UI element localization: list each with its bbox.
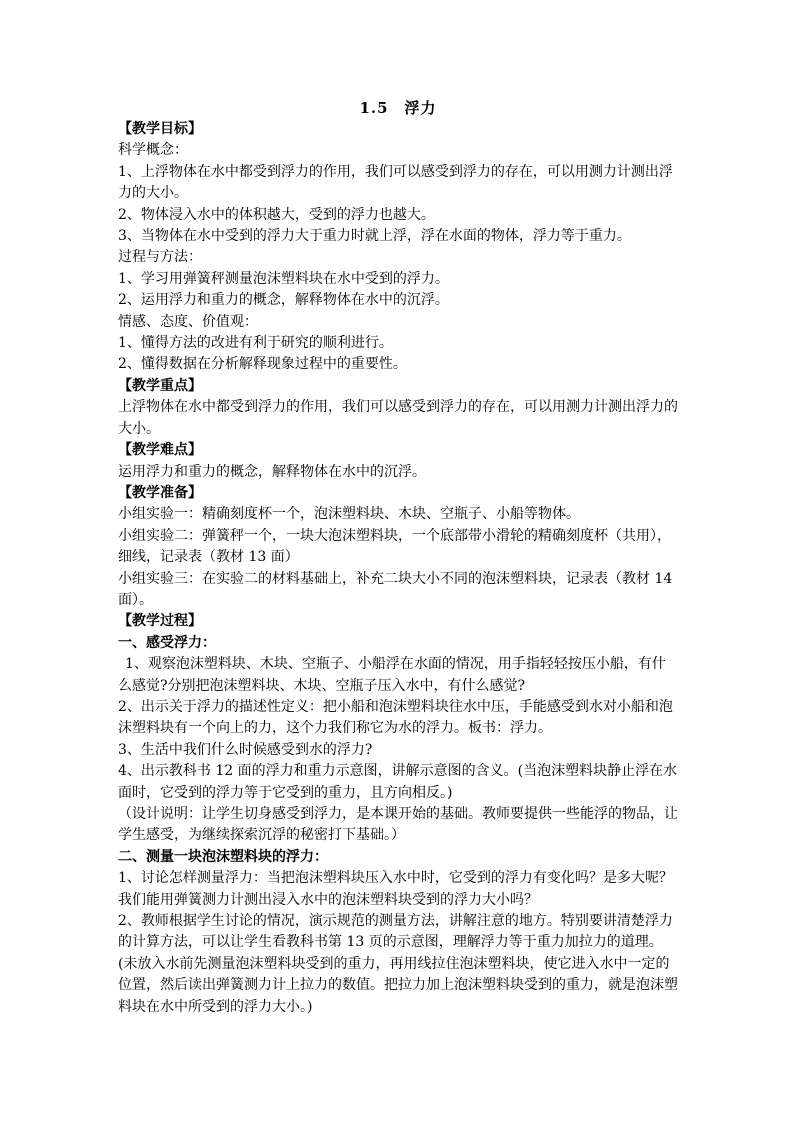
lesson-title: 1.5 浮力 bbox=[359, 99, 437, 117]
process-method-item: 1、学习用弹簧秤测量泡沫塑料块在水中受到的浮力。 bbox=[118, 270, 449, 287]
part1-item: 3、生活中我们什么时候感受到水的浮力? bbox=[118, 741, 373, 758]
part2-item: 1、讨论怎样测量浮力：当把泡沫塑料块压入水中时，它受到的浮力有变化吗？是多大呢？我们能用弹簧测力计测出浸入水中的泡沫塑料块受到的浮力大小吗？ bbox=[118, 870, 673, 908]
science-concept-label: 科学概念： bbox=[118, 142, 188, 159]
part1-item: 4、出示教科书 12 面的浮力和重力示意图，讲解示意图的含义。(当泡沫塑料块静止浮在水面时，它受到的浮力等于它受到的重力，且方向相反。) bbox=[118, 763, 678, 801]
process-method-item: 2、运用浮力和重力的概念，解释物体在水中的沉浮。 bbox=[118, 292, 449, 309]
preparation-item: 小组实验一：精确刻度杯一个，泡沫塑料块、木块、空瓶子、小船等物体。 bbox=[118, 506, 580, 523]
difficulty-text: 运用浮力和重力的概念，解释物体在水中的沉浮。 bbox=[118, 463, 426, 480]
key-point-heading: 【教学重点】 bbox=[118, 377, 202, 394]
attitude-item: 1、懂得方法的改进有利于研究的顺利进行。 bbox=[118, 335, 393, 352]
concept-item: 1、上浮物体在水中都受到浮力的作用，我们可以感受到浮力的存在，可以用测力计测出浮力的大小。 bbox=[118, 163, 673, 202]
process-heading: 【教学过程】 bbox=[118, 613, 202, 630]
part1-item: 2、出示关于浮力的描述性定义：把小船和泡沫塑料块往水中压，手能感受到水对小船和泡沫塑料块有一个向上的力，这个力我们称它为水的浮力。板书：浮力。 bbox=[118, 698, 673, 737]
preparation-heading: 【教学准备】 bbox=[118, 484, 202, 501]
attitude-item: 2、懂得数据在分析解释现象过程中的重要性。 bbox=[118, 356, 407, 373]
attitude-label: 情感、态度、价值观： bbox=[118, 313, 258, 330]
key-point-text: 上浮物体在水中都受到浮力的作用，我们可以感受到浮力的存在，可以用测力计测出浮力的大小。 bbox=[118, 399, 678, 437]
part1-item: 1、观察泡沫塑料块、木块、空瓶子、小船浮在水面的情况，用手指轻轻按压小船，有什么感觉?分别把泡沫塑料块、木块、空瓶子压入水中，有什么感觉? bbox=[118, 656, 666, 694]
part1-design-note: （设计说明：让学生切身感受到浮力，是本课开始的基础。教师要提供一些能浮的物品，让学生感受，为继续探索沉浮的秘密打下基础。） bbox=[118, 806, 678, 844]
preparation-item: 小组实验三：在实验二的材料基础上，补充二块大小不同的泡沫塑料块，记录表（教材 14 面）。 bbox=[118, 570, 673, 608]
process-method-label: 过程与方法： bbox=[118, 249, 202, 266]
concept-item: 2、物体浸入水中的体积越大，受到的浮力也越大。 bbox=[118, 206, 435, 223]
preparation-item: 小组实验二：弹簧秤一个，一块大泡沫塑料块，一个底部带小滑轮的精确刻度杯（共用），细线，记录表（教材 13 面） bbox=[118, 527, 671, 566]
part2-heading: 二、测量一块泡沫塑料块的浮力： bbox=[118, 848, 328, 865]
part2-item: 2、教师根据学生讨论的情况，演示规范的测量方法，讲解注意的地方。特别要讲清楚浮力的计算方法，可以让学生看教科书第 13 页的示意图，理解浮力等于重力加拉力的道理。(未放入水前先测量泡沫塑料块受到的重力，再用线拉住泡沫塑料块，使它进入水中一定的位置，然后读出弹簧测力计上拉力的数值。把拉力加上泡沫塑料块受到的重力，就是泡沫塑料块在水中所受到的浮力大小。) bbox=[118, 913, 678, 1015]
goals-heading: 【教学目标】 bbox=[118, 121, 202, 137]
difficulty-heading: 【教学难点】 bbox=[118, 442, 202, 459]
document-page bbox=[118, 97, 678, 1018]
part1-heading: 一、感受浮力： bbox=[118, 634, 216, 651]
concept-item: 3、当物体在水中受到的浮力大于重力时就上浮，浮在水面的物体，浮力等于重力。 bbox=[118, 228, 631, 245]
